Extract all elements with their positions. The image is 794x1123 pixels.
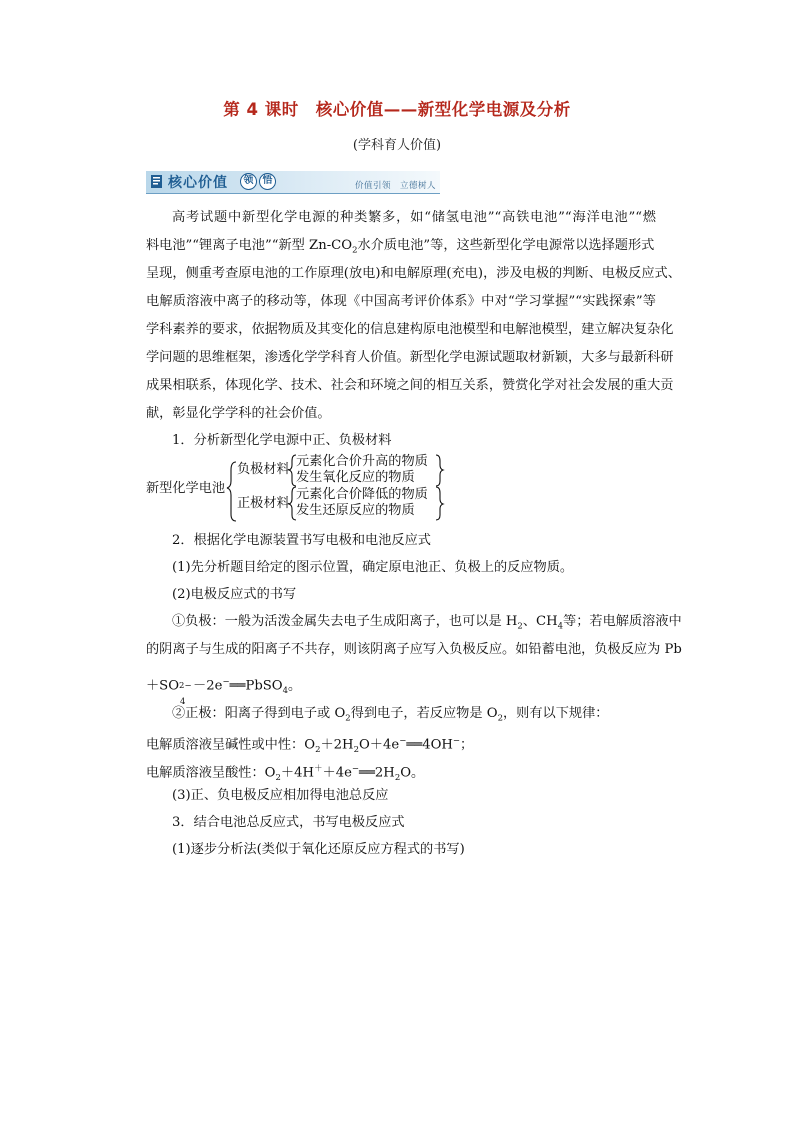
page-title: 第 4 课时 核心价值——新型化学电源及分析 <box>223 100 571 119</box>
negative-electrode-text: ①负极：一般为活泼金属失去电子生成阳离子，也可以是 $H_2$、$CH_4$等；若电解质溶液中 <box>172 614 682 632</box>
paragraph-line: 学科素养的要求，依据物质及其变化的信息建构原电池模型和电解池模型，建立解决复杂化 <box>146 322 674 337</box>
diagram-negative-item: 元素化合价升高的物质 <box>296 454 428 469</box>
section-heading-3: 3．结合电池总反应式，书写电极反应式 <box>172 815 405 830</box>
paragraph-line: 电解质溶液中离子的移动等，体现《中国高考评价体系》中对“学习掌握”“实践探索”等 <box>146 294 656 309</box>
diagram-positive-label: 正极材料 <box>237 496 290 511</box>
paragraph-line: 呈现，侧重考查原电池的工作原理(放电)和电解原理(充电)，涉及电极的判断、电极反应式、 <box>146 266 681 281</box>
banner-seal-1: 领 <box>240 173 257 190</box>
paragraph-line: 料电池”“锂离子电池”“新型 $Zn-CO_2$水介质电池”等，这些新型化学电源常以选择题形式 <box>146 238 655 256</box>
paragraph-line: 献，彰显化学学科的社会价值。 <box>146 406 331 421</box>
alkaline-equation: 电解质溶液呈碱性或中性：$O_2+2H_2O+4e^-══4OH^-$； <box>146 736 474 756</box>
negative-electrode-equation: ＋SO 2− 4 －2e−══PbSO$_4$。 <box>146 677 302 708</box>
diagram-positive-item: 元素化合价降低的物质 <box>296 487 428 502</box>
diagram-root: 新型化学电池 <box>146 481 226 496</box>
banner-right-text: 价值引领 立德树人 <box>354 181 436 191</box>
step-text: (2)电极反应式的书写 <box>172 587 297 602</box>
positive-electrode-text: ②正极：阳离子得到电子或 $O_2$得到电子，若反应物是 $O_2$，则有以下规律： <box>172 706 609 724</box>
banner-seal-2: 悟 <box>259 173 276 190</box>
negative-electrode-text: 的阴离子与生成的阳离子不共存，则该阴离子应写入负极反应。如铅蓄电池，负极反应为 Pb <box>146 642 682 657</box>
acidic-equation: 电解质溶液呈酸性：$O_2+4H^++4e^-══2H_2O$。 <box>146 764 425 784</box>
section-heading-2: 2．根据化学电源装置书写电极和电池反应式 <box>172 533 431 548</box>
step-text: (1)先分析题目给定的图示位置，确定原电池正、负极上的反应物质。 <box>172 560 574 575</box>
page-subtitle: (学科育人价值) <box>352 138 442 153</box>
paragraph-line: 高考试题中新型化学电源的种类繁多，如“储氢电池”“高铁电池”“海洋电池”“燃 <box>172 210 656 225</box>
paragraph-line: 学问题的思维框架，渗透化学学科育人价值。新型化学电源试题取材新颖，大多与最新科研 <box>146 350 674 365</box>
banner-title: 核心价值 <box>168 175 228 191</box>
step-text: (1)逐步分析法(类似于氧化还原反应方程式的书写) <box>172 842 465 857</box>
section-heading-1: 1．分析新型化学电源中正、负极材料 <box>172 433 392 448</box>
diagram-negative-item: 发生氧化反应的物质 <box>296 470 415 485</box>
paragraph-line: 成果相联系，体现化学、技术、社会和环境之间的相互关系，赞赏化学对社会发展的重大贡 <box>146 378 674 393</box>
diagram-positive-item: 发生还原反应的物质 <box>296 503 415 518</box>
step-text: (3)正、负电极反应相加得电池总反应 <box>172 788 389 803</box>
diagram-negative-label: 负极材料 <box>237 462 290 477</box>
